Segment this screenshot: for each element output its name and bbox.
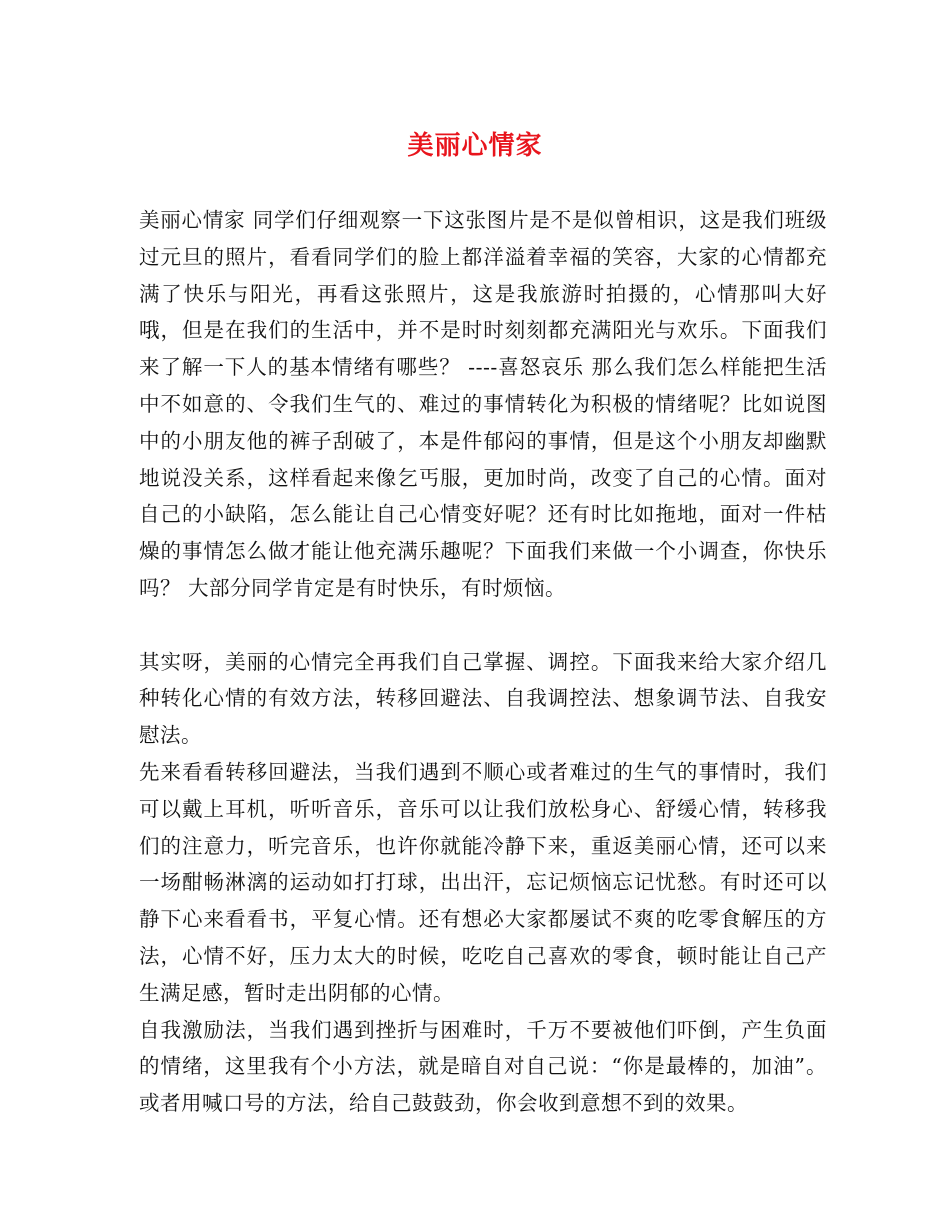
paragraph-gap xyxy=(139,607,827,644)
paragraph-self-motivation: 自我激励法，当我们遇到挫折与困难时，千万不要被他们吓倒，产生负面的情绪，这里我有个小方法，就是暗自对自己说：“你是最棒的，加油”。或者用喊口号的方法，给自己鼓鼓劲，你会收到意想不到的效果。 xyxy=(139,1017,827,1116)
paragraph-diversion-method: 先来看看转移回避法，当我们遇到不顺心或者难过的生气的事情时，我们可以戴上耳机，听听音乐，音乐可以让我们放松身心、舒缓心情，转移我们的注意力，听完音乐，也许你就能冷静下来，重返美丽心情，还可以来一场酣畅淋漓的运动如打打球，出出汗，忘记烦恼忘记忧愁。有时还可以静下心来看看书，平复心情。还有想必大家都屡试不爽的吃零食解压的方法，心情不好，压力太大的时候，吃吃自己喜欢的零食，顿时能让自己产生满足感，暂时走出阴郁的心情。 xyxy=(139,759,827,1005)
document-body xyxy=(139,202,827,1122)
paragraph-intro: 美丽心情家 同学们仔细观察一下这张图片是不是似曾相识，这是我们班级过元旦的照片，看看同学们的脸上都洋溢着幸福的笑容，大家的心情都充满了快乐与阳光，再看这张照片，这是我旅游时拍摄的，心情那叫大好哦，但是在我们的生活中，并不是时时刻刻都充满阳光与欢乐。下面我们来了解一下人的基本情绪有哪些？ ----喜怒哀乐 那么我们怎么样能把生活中不如意的、令我们生气的、难过的事情转化为积极的情绪呢？比如说图中的小朋友他的裤子刮破了，本是件郁闷的事情，但是这个小朋友却幽默地说没关系，这样看起来像乞丐服，更加时尚，改变了自己的心情。面对自己的小缺陷，怎么能让自己心情变好呢？还有时比如拖地，面对一件枯燥的事情怎么做才能让他充满乐趣呢？下面我们来做一个小调查，你快乐吗？ 大部分同学肯定是有时快乐，有时烦恼。 xyxy=(139,208,827,600)
document-title: 美丽心情家 xyxy=(407,131,543,161)
paragraph-methods-overview: 其实呀，美丽的心情完全再我们自己掌握、调控。下面我来给大家介绍几种转化心情的有效方法，转移回避法、自我调控法、想象调节法、自我安慰法。 xyxy=(139,649,827,748)
